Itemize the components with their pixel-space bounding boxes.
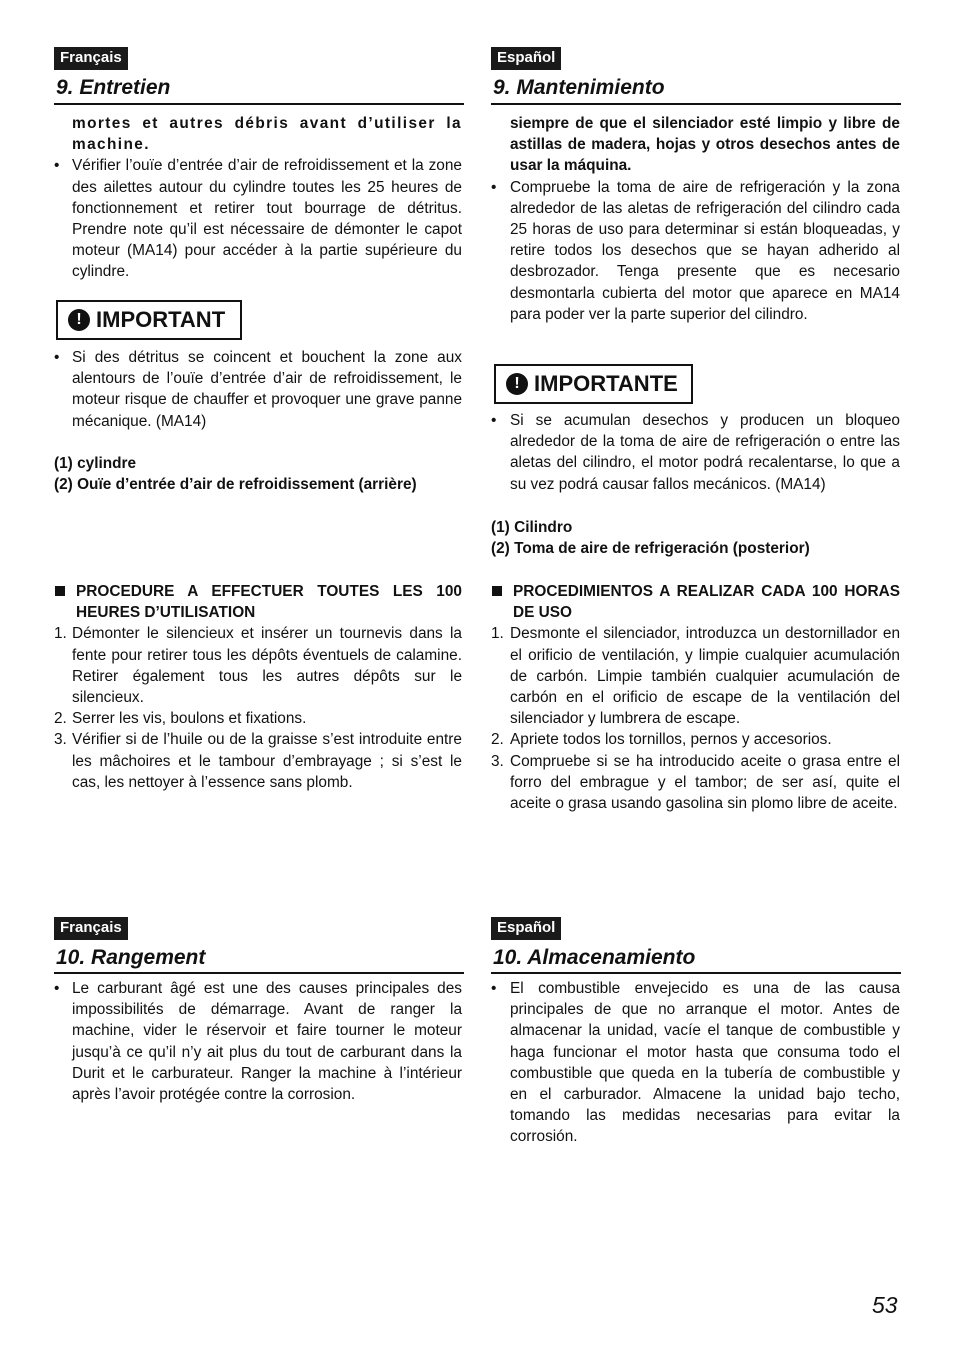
intro-bold-text: mortes et autres débris avant d’utiliser la machine. xyxy=(72,115,462,154)
title-rule xyxy=(491,972,901,974)
important-notice xyxy=(56,300,242,340)
part-label: (2) Ouïe d’entrée d’air de refroidissement (arrière) xyxy=(54,476,417,494)
section-title-almacenamiento: 10. Almacenamiento xyxy=(493,946,696,969)
section-title-mantenimiento: 9. Mantenimiento xyxy=(493,76,665,99)
title-rule xyxy=(491,103,901,105)
step-item: 1. Démonter le silencieux et insérer un tournevis dans la fente pour retirer tous les dépôts éventuels de calamine. Retirer également tous les autres dépôts sur le silencieux. xyxy=(54,625,462,707)
parts-list xyxy=(491,517,900,559)
step-item: 1. Desmonte el silenciador, introduzca un destornillador en el orificio de ventilación, y limpie cualquier acumulación de carbón. Limpie también cualquier acumulación de carbón en el orificio de escape de la ventilación del silenciador y lumbrera de escape. xyxy=(491,625,900,728)
important-text-block xyxy=(491,410,900,495)
step-item: 2. Apriete todos los tornillos, pernos y accesorios. xyxy=(491,731,832,749)
spanish-maintenance-body xyxy=(491,113,900,325)
language-tag-spanish: Español xyxy=(491,47,561,70)
important-label: IMPORTANTE xyxy=(534,371,678,396)
page-number: 53 xyxy=(872,1292,898,1318)
part-label: (1) cylindre xyxy=(54,455,137,472)
procedure-block-french xyxy=(54,581,462,793)
title-rule xyxy=(54,972,464,974)
bullet-item: • Le carburant âgé est une des causes principales des impossibilités de démarrage. Avant de ranger la machine, vider le réservoir et faire tourner le moteur jusqu’à ce qu’il n’y ait plus du tout de carburant dans la Durit et le carburateur. Ranger la machine à l’intérieur après l’avoir protégée contre la corrosion. xyxy=(54,978,462,1105)
step-item: 2. Serrer les vis, boulons et fixations. xyxy=(54,710,307,728)
important-notice xyxy=(494,364,693,404)
intro-bold-text: siempre de que el silenciador esté limpio y libre de astillas de madera, hojas y otros desechos antes de usar la máquina. xyxy=(510,115,900,175)
exclamation-icon: ! xyxy=(68,309,90,331)
procedure-title: PROCEDURE A EFFECTUER TOUTES LES 100 HEURES D’UTILISATION xyxy=(54,581,462,623)
bullet-item: • Si des détritus se coincent et bouchent la zone aux alentours de l’ouïe d’entrée d’air de refroidissement, le moteur risque de chauffer et provoquer une grave panne mécanique. (MA14) xyxy=(54,347,462,432)
title-rule xyxy=(54,103,464,105)
section-title-entretien: 9. Entretien xyxy=(56,76,171,99)
bullet-item: • Si se acumulan desechos y producen un bloqueo alrededor de la toma de aire de refrigeración o entre las aletas del cilindro, el motor podrá recalentarse, lo que a su vez podrá causar fallos mecánicos. (MA14) xyxy=(491,410,900,495)
bullet-item: • El combustible envejecido es una de las causa principales de que no arranque el motor. Antes de almacenar la unidad, vacíe el tanque de combustible y haga funcionar el motor hasta que consuma todo el combustible que queda en la tubería de combustible y en el carburador. Almacene la unidad bajo techo, tomando las medidas necesarias para evitar la corrosión. xyxy=(491,978,900,1148)
bullet-item: • Vérifier l’ouïe d’entrée d’air de refroidissement et la zone des ailettes autour du cylindre toutes les 25 heures de fonctionnement et retirer tout bourrage de détritus. Prendre note qu’il est nécessaire de démonter le capot moteur (MA14) pour accéder à la partie supérieure du cylindre. xyxy=(54,155,462,282)
storage-text-french xyxy=(54,978,462,1105)
part-label: (2) Toma de aire de refrigeración (posterior) xyxy=(491,540,810,558)
step-item: 3. Vérifier si de l’huile ou de la graisse s’est introduite entre les mâchoires et le tambour d’embrayage ; si s’est le cas, les nettoyer à l’essence sans plomb. xyxy=(54,731,462,791)
language-tag-french: Français xyxy=(54,47,128,70)
step-item: 3. Compruebe si se ha introducido aceite o grasa entre el forro del embrague y el tambor; de ser así, quite el aceite o grasa usando gasolina sin plomo libre de aceite. xyxy=(491,752,900,813)
storage-text-spanish xyxy=(491,978,900,1148)
important-label: IMPORTANT xyxy=(96,307,226,332)
important-text-block xyxy=(54,347,462,432)
language-tag-french: Français xyxy=(54,917,128,940)
procedure-title: PROCEDIMIENTOS A REALIZAR CADA 100 HORAS DE USO xyxy=(491,581,900,623)
exclamation-icon: ! xyxy=(506,373,528,395)
parts-list xyxy=(54,453,462,495)
procedure-block-spanish xyxy=(491,581,900,814)
bullet-item: • Compruebe la toma de aire de refrigeración y la zona alrededor de las aletas de refrigeración del cilindro cada 25 horas de uso para determinar si están bloqueadas, y retire todos los desechos que se hayan adherido al desbrozador. Tenga presente que es necesario desmontarla cubierta del motor que aparece en MA14 para poder ver la parte superior del cilindro. xyxy=(491,177,900,325)
language-tag-spanish: Español xyxy=(491,917,561,940)
part-label: (1) Cilindro xyxy=(491,519,573,536)
section-title-rangement: 10. Rangement xyxy=(56,946,206,969)
french-maintenance-body xyxy=(54,113,462,283)
